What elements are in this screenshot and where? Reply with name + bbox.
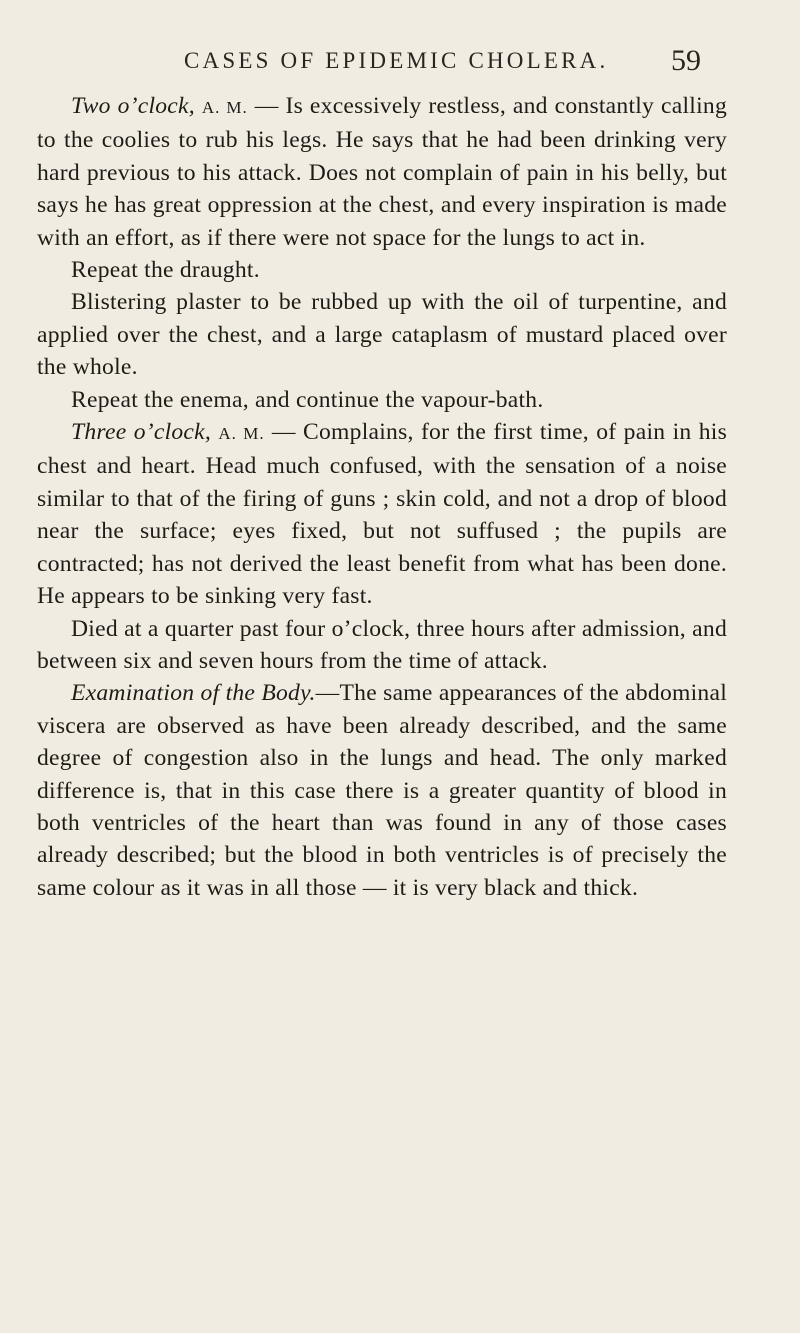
section-heading: Examination of the Body. [71, 680, 316, 707]
time-meridiem: A. M. [201, 98, 248, 117]
time-heading: Three o’clock, [71, 419, 212, 446]
paragraph-text: Repeat the enema, and continue the vapour-bath. [71, 386, 544, 413]
paragraph-text: — Is excessively restless, and constantly calling to the coolies to rub his legs. He says that he had been drinking very hard previous to his attack. Does not complain of pain in his belly, but says he has great oppression at the chest, and every inspiration is made with an effort, as if there were not space for the lungs to act in. [37, 93, 727, 251]
paragraph-text: Repeat the draught. [71, 257, 260, 284]
time-heading: Two o’clock, [71, 93, 195, 119]
paragraph-died [37, 613, 727, 678]
paragraph-text: — Complains, for the first time, of pain in his chest and heart. Head much confused, with the sensation of a noise similar to that of the firing of guns ; skin cold, and not a drop of blood near the surface; eyes fixed, but not suffused ; the pupils are contracted; has not derived the least benefit from what has been done. He appears to be sinking very fast. [37, 419, 727, 610]
paragraph-blistering-plaster [37, 286, 727, 383]
running-head: CASES OF EPIDEMIC CHOLERA. [184, 48, 609, 73]
paragraph-text: Blistering plaster to be rubbed up with the oil of turpentine, and applied over the chest, and a large cataplasm of mustard placed over the whole. [37, 289, 727, 381]
paragraph-repeat-enema [37, 384, 727, 416]
paragraph-two-oclock [37, 90, 727, 254]
page-number: 59 [671, 44, 701, 77]
time-meridiem: A. M. [218, 424, 265, 444]
paragraph-three-oclock [37, 416, 727, 612]
paragraph-examination [37, 677, 727, 904]
paragraph-text: Died at a quarter past four o’clock, three hours after admission, and between six and seven hours from the time of attack. [37, 615, 727, 674]
paragraph-repeat-draught [37, 254, 727, 286]
paragraph-text: —The same appearances of the abdominal viscera are observed as have been already described, and the same degree of congestion also in the lungs and head. The only marked difference is, that in this case there is a greater quantity of blood in both ventricles of the heart than was found in any of those cases already described; but the blood in both ventricles is of precisely the same colour as it was in all those — it is very black and thick. [37, 680, 727, 901]
body-text [37, 90, 727, 904]
